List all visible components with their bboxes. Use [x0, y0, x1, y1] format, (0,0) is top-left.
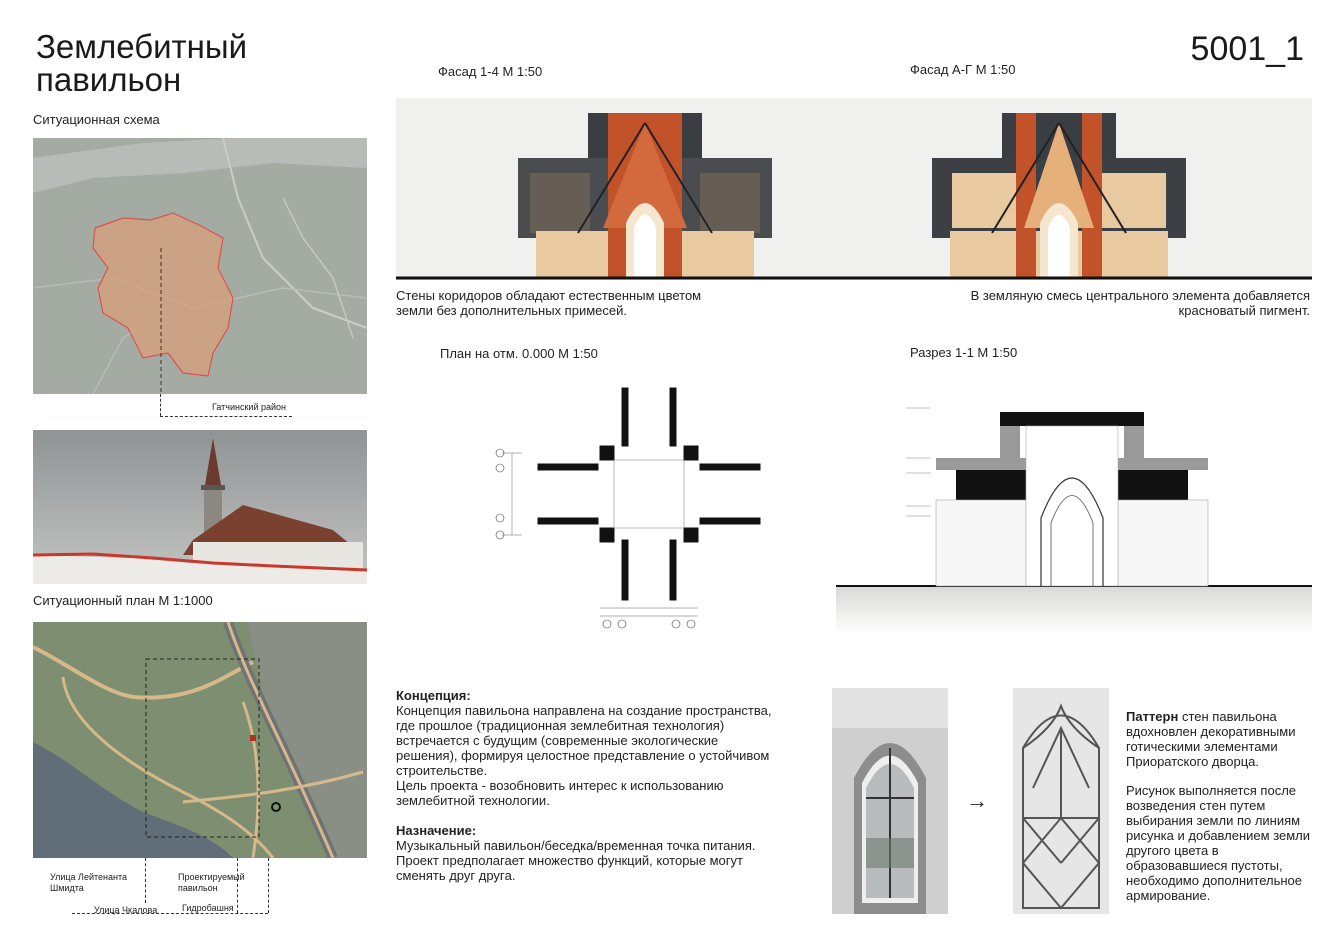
pattern-text-2: Рисунок выполняется после возведения стен путем выбирания земли по линиям рисунка и добавлением земли другого цвета в образовавшиеся пустоты, необходимо дополнительное армирование.	[1126, 783, 1311, 903]
palace-photo	[33, 430, 367, 584]
label-water-tower: Гидробашня	[182, 903, 234, 913]
pattern-drawing	[1013, 688, 1109, 914]
page-title: Землебитный павильон	[36, 28, 248, 98]
pattern-description	[1126, 709, 1322, 769]
pattern-text-1: стен павильона вдохновлен декоративными готическими элементами Приоратского дворца.	[1126, 709, 1296, 769]
section-label: Разрез 1-1 М 1:50	[910, 345, 1018, 360]
situation-plan-map	[33, 622, 367, 858]
facade-a-g-label: Фасад А-Г М 1:50	[910, 62, 1016, 77]
concept-text: Концепция павильона направлена на создание пространства, где прошлое (традиционная землебитная технология) встречается с будущим (современные экологические решения), формируя целостное представление о устойчивом строительстве.	[396, 703, 772, 778]
pattern-bold-word: Паттерн	[1126, 709, 1179, 724]
sheet-id: 5001_1	[1190, 30, 1304, 68]
situation-plan-label: Ситуационный план М 1:1000	[33, 593, 213, 608]
purpose-heading: Назначение:	[396, 823, 477, 838]
concept-block	[396, 688, 776, 883]
section-graphic	[836, 398, 1312, 634]
facades-panel	[396, 98, 1312, 280]
plan-leader-schmidt	[145, 858, 146, 903]
plan-drawing	[492, 378, 772, 630]
situation-map	[33, 138, 367, 394]
pattern-graphic	[1013, 688, 1109, 914]
section-drawing	[836, 398, 1312, 634]
situation-scheme-label: Ситуационная схема	[33, 112, 160, 127]
facade-note-left: Стены коридоров обладают естественным цветом земли без дополнительных примесей.	[396, 288, 702, 318]
plan-label: План на отм. 0.000 М 1:50	[440, 346, 598, 361]
window-photo	[832, 688, 948, 914]
arrow-icon: →	[966, 788, 988, 813]
palace-photo-graphic	[33, 430, 367, 584]
window-photo-graphic	[832, 688, 948, 914]
concept-goal: Цель проекта - возобновить интерес к использованию землебитной технологии.	[396, 778, 724, 808]
label-street-chkalova: Улица Чкалова	[94, 905, 158, 915]
facade-1-4-label: Фасад 1-4 М 1:50	[438, 64, 543, 79]
district-leader-h	[160, 416, 292, 417]
purpose-text: Музыкальный павильон/беседка/временная точка питания. Проект предполагает множество функций, которые могут сменять друг другa.	[396, 838, 756, 883]
situation-map-graphic	[33, 138, 367, 394]
label-designed-pavilion: Проектируемый павильон	[178, 872, 245, 893]
district-label: Гатчинский район	[212, 402, 286, 412]
facades-graphic	[396, 98, 1312, 280]
plan-leader-tower	[268, 858, 269, 913]
concept-heading: Концепция:	[396, 688, 471, 703]
district-leader-v	[160, 394, 161, 416]
facade-note-right: В земляную смесь центрального элемента добавляется красноватый пигмент.	[970, 288, 1310, 318]
situation-plan-graphic	[33, 622, 367, 858]
plan-graphic	[492, 378, 772, 630]
label-street-schmidt: Улица Лейтенанта Шмидта	[50, 872, 127, 893]
